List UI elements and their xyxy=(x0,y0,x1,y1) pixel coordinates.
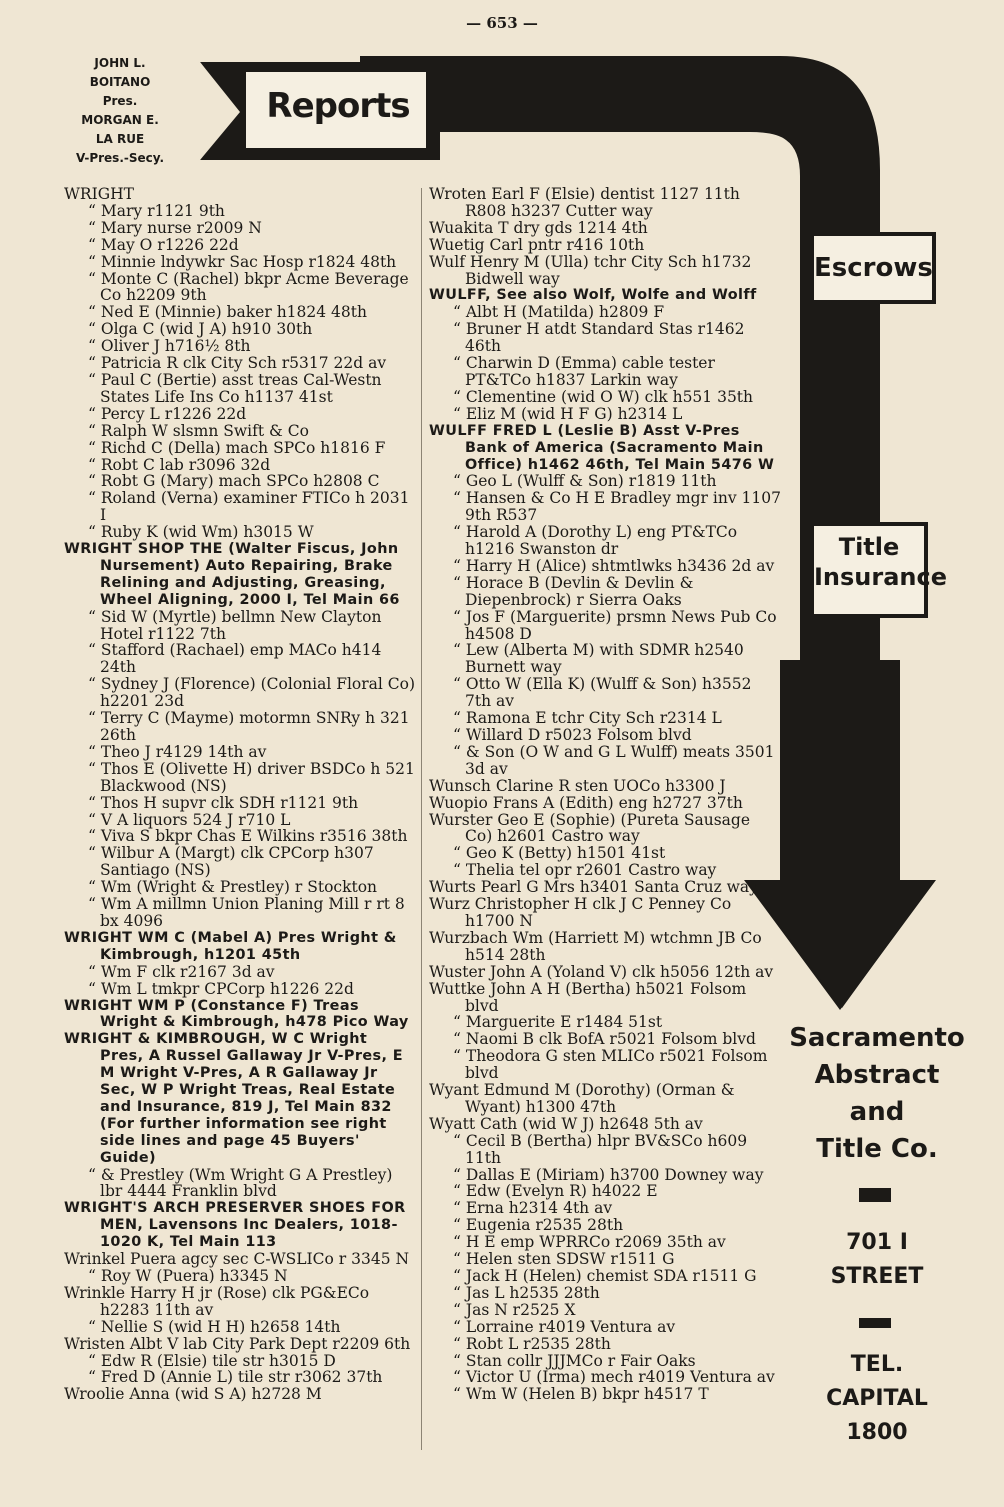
directory-entry: Wurzbach Wm (Harriett M) wtchmn JB Co h514 28th xyxy=(429,928,762,964)
directory-entry: WRIGHT & KIMBROUGH, W C Wright Pres, A Russel Gallaway Jr V-Pres, E M Wright V-Pres, A R Gallaway Jr Sec, W P Wright Treas, Real Estate and Insurance, 819 J, Tel Main 832 (For further information see right side lines and page 45 Buyers' Guide) xyxy=(64,1031,404,1166)
directory-sub-entry: “ Oliver J h716½ 8th xyxy=(64,338,416,355)
directory-sub-entry: “ Ralph W slsmn Swift & Co xyxy=(64,423,416,440)
directory-sub-entry: “ Jas L h2535 28th xyxy=(429,1285,781,1302)
directory-sub-entry: “ Sid W (Myrtle) bellmn New Clayton Hotel r1122 7th xyxy=(64,609,416,643)
directory-sub-entry: “ Monte C (Rachel) bkpr Acme Beverage Co h2209 9th xyxy=(64,271,416,305)
directory-sub-entry: “ Geo K (Betty) h1501 41st xyxy=(429,845,781,862)
directory-entry: Wroolie Anna (wid S A) h2728 M xyxy=(64,1385,322,1404)
company-name-line: Title Co. xyxy=(816,1134,938,1164)
directory-sub-entry: “ Eugenia r2535 28th xyxy=(429,1217,781,1234)
directory-entry: WRIGHT SHOP THE (Walter Fiscus, John Nursement) Auto Repairing, Brake Relining and Adjusting, Greasing, Wheel Aligning, 2000 I, Tel Main 66 xyxy=(64,541,400,608)
directory-sub-entry: “ Clementine (wid O W) clk h551 35th xyxy=(429,389,781,406)
directory-sub-entry: “ Viva S bkpr Chas E Wilkins r3516 38th xyxy=(64,828,416,845)
directory-entry: Wunsch Clarine R sten UOCo h3300 J xyxy=(429,776,726,795)
officer-title: V-Pres.-Secy. xyxy=(75,151,165,165)
directory-sub-entry: “ Wilbur A (Margt) clk CPCorp h307 Santiago (NS) xyxy=(64,845,416,879)
directory-sub-entry: “ Wm W (Helen B) bkpr h4517 T xyxy=(429,1386,781,1403)
directory-sub-entry: “ Robt C lab r3096 32d xyxy=(64,457,416,474)
directory-sub-entry: “ Charwin D (Emma) cable tester PT&TCo h1837 Larkin way xyxy=(429,355,781,389)
directory-sub-entry: “ Cecil B (Bertha) hlpr BV&SCo h609 11th xyxy=(429,1133,781,1167)
directory-sub-entry: “ Lew (Alberta M) with SDMR h2540 Burnett way xyxy=(429,642,781,676)
directory-sub-entry: “ Richd C (Della) mach SPCo h1816 F xyxy=(64,440,416,457)
directory-sub-entry: “ Horace B (Devlin & Devlin & Diepenbrock) r Sierra Oaks xyxy=(429,575,781,609)
column-divider xyxy=(421,188,422,1450)
directory-sub-entry: “ Ned E (Minnie) baker h1824 48th xyxy=(64,304,416,321)
directory-sub-entry: “ Thos H supvr clk SDH r1121 9th xyxy=(64,795,416,812)
directory-entry: Wristen Albt V lab City Park Dept r2209 6th xyxy=(64,1334,411,1353)
directory-sub-entry: “ Wm A millmn Union Planing Mill r rt 8 bx 4096 xyxy=(64,896,416,930)
directory-sub-entry: “ Harold A (Dorothy L) eng PT&TCo h1216 Swanston dr xyxy=(429,524,781,558)
directory-sub-entry: “ Victor U (Irma) mech r4019 Ventura av xyxy=(429,1369,781,1386)
company-name xyxy=(780,1020,974,1168)
directory-entry: WRIGHT WM C (Mabel A) Pres Wright & Kimbrough, h1201 45th xyxy=(64,929,397,963)
directory-entry: WRIGHT'S ARCH PRESERVER SHOES FOR MEN, Lavensons Inc Dealers, 1018-1020 K, Tel Main 113 xyxy=(64,1200,406,1251)
directory-entry: Wuakita T dry gds 1214 4th xyxy=(429,218,648,237)
directory-entry: Wurts Pearl G Mrs h3401 Santa Cruz way xyxy=(429,878,758,897)
directory-sub-entry: “ Jas N r2525 X xyxy=(429,1302,781,1319)
directory-sub-entry: “ Sydney J (Florence) (Colonial Floral Co) h2201 23d xyxy=(64,676,416,710)
directory-entry: WULFF FRED L (Leslie B) Asst V-Pres Bank of America (Sacramento Main Office) h1462 46th, Tel Main 5476 W xyxy=(429,422,775,473)
directory-sub-entry: “ Willard D r5023 Folsom blvd xyxy=(429,727,781,744)
directory-sub-entry: “ Roland (Verna) examiner FTICo h 2031 I xyxy=(64,490,416,524)
directory-column-left xyxy=(64,186,416,1403)
directory-sub-entry: “ Stafford (Rachael) emp MACo h414 24th xyxy=(64,642,416,676)
company-telephone xyxy=(780,1348,974,1450)
directory-sub-entry: “ Marguerite E r1484 51st xyxy=(429,1014,781,1031)
directory-sub-entry: “ Stan collr JJJMCo r Fair Oaks xyxy=(429,1353,781,1370)
directory-sub-entry: “ H E emp WPRRCo r2069 35th av xyxy=(429,1234,781,1251)
directory-sub-entry: “ Robt G (Mary) mach SPCo h2808 C xyxy=(64,473,416,490)
telephone-line: 1800 xyxy=(846,1420,908,1445)
directory-entry: Wuttke John A H (Bertha) h5021 Folsom blvd xyxy=(429,979,747,1015)
directory-entry: Wyatt Cath (wid W J) h2648 5th av xyxy=(429,1114,703,1133)
directory-sub-entry: “ Mary nurse r2009 N xyxy=(64,220,416,237)
directory-sub-entry: “ Wm F clk r2167 3d av xyxy=(64,964,416,981)
directory-entry: Wrinkel Puera agcy sec C-WSLICo r 3345 N xyxy=(64,1250,410,1269)
directory-entry: Wurz Christopher H clk J C Penney Co h1700 N xyxy=(429,895,732,930)
directory-sub-entry: “ Otto W (Ella K) (Wulff & Son) h3552 7th av xyxy=(429,676,781,710)
directory-sub-entry: “ Bruner H atdt Standard Stas r1462 46th xyxy=(429,321,781,355)
company-address xyxy=(780,1226,974,1294)
directory-sub-entry: “ Eliz M (wid H F G) h2314 L xyxy=(429,406,781,423)
title-insurance-line2: Insurance xyxy=(814,563,948,591)
directory-sub-entry: “ Erna h2314 4th av xyxy=(429,1200,781,1217)
divider-bar xyxy=(859,1318,891,1328)
reports-label: Reports xyxy=(266,86,410,126)
directory-sub-entry: “ May O r1226 22d xyxy=(64,237,416,254)
directory-sub-entry: “ Olga C (wid J A) h910 30th xyxy=(64,321,416,338)
address-line: 701 I xyxy=(846,1230,908,1255)
directory-sub-entry: “ & Prestley (Wm Wright G A Prestley) lbr 4444 Franklin blvd xyxy=(64,1167,416,1201)
officer-name: LA RUE xyxy=(95,132,145,146)
directory-sub-entry: “ Dallas E (Miriam) h3700 Downey way xyxy=(429,1167,781,1184)
divider-bar xyxy=(859,1188,891,1202)
directory-column-right xyxy=(429,186,781,1403)
directory-entry: Wuster John A (Yoland V) clk h5056 12th av xyxy=(429,962,774,981)
directory-sub-entry: “ & Son (O W and G L Wulff) meats 3501 3d av xyxy=(429,744,781,778)
directory-sub-entry: “ Robt L r2535 28th xyxy=(429,1336,781,1353)
directory-entry: WULFF, See also Wolf, Wolfe and Wolff xyxy=(429,287,757,304)
directory-sub-entry: “ Ramona E tchr City Sch r2314 L xyxy=(429,710,781,727)
page-number: — 653 — xyxy=(466,14,538,32)
directory-entry: WRIGHT WM P (Constance F) Treas Wright & Kimbrough, h478 Pico Way xyxy=(64,997,409,1031)
directory-sub-entry: “ Jos F (Marguerite) prsmn News Pub Co h4508 D xyxy=(429,609,781,643)
directory-entry: Wroten Earl F (Elsie) dentist 1127 11th R808 h3237 Cutter way xyxy=(429,185,740,220)
company-name-line: Sacramento xyxy=(789,1023,965,1053)
company-name-line: and xyxy=(849,1097,905,1127)
directory-sub-entry: “ Thos E (Olivette H) driver BSDCo h 521 Blackwood (NS) xyxy=(64,761,416,795)
directory-sub-entry: “ Thelia tel opr r2601 Castro way xyxy=(429,862,781,879)
directory-entry: Wuetig Carl pntr r416 10th xyxy=(429,235,645,254)
telephone-line: TEL. xyxy=(850,1352,904,1377)
directory-sub-entry: “ Jack H (Helen) chemist SDA r1511 G xyxy=(429,1268,781,1285)
directory-sub-entry: “ Wm (Wright & Prestley) r Stockton xyxy=(64,879,416,896)
directory-sub-entry: “ Theodora G sten MLICo r5021 Folsom blvd xyxy=(429,1048,781,1082)
directory-sub-entry: “ Terry C (Mayme) motormn SNRy h 321 26th xyxy=(64,710,416,744)
directory-sub-entry: “ Helen sten SDSW r1511 G xyxy=(429,1251,781,1268)
escrows-badge: Escrows xyxy=(810,232,936,304)
officer-title: Pres. xyxy=(102,94,138,108)
directory-sub-entry: “ Roy W (Puera) h3345 N xyxy=(64,1268,416,1285)
directory-sub-entry: “ Edw (Evelyn R) h4022 E xyxy=(429,1183,781,1200)
directory-sub-entry: “ V A liquors 524 J r710 L xyxy=(64,812,416,829)
directory-surname-heading: WRIGHT xyxy=(64,185,134,203)
directory-entry: Wuopio Frans A (Edith) eng h2727 37th xyxy=(429,793,743,812)
directory-sub-entry: “ Mary r1121 9th xyxy=(64,203,416,220)
directory-entry: Wrinkle Harry H jr (Rose) clk PG&ECo h2283 11th av xyxy=(64,1283,370,1319)
telephone-line: CAPITAL xyxy=(826,1386,928,1411)
officer-name: BOITANO xyxy=(89,75,151,89)
directory-sub-entry: “ Fred D (Annie L) tile str r3062 37th xyxy=(64,1369,416,1386)
title-insurance-line1: Title xyxy=(838,533,900,561)
directory-sub-entry: “ Albt H (Matilda) h2809 F xyxy=(429,304,781,321)
officer-name: JOHN L. xyxy=(94,56,146,70)
directory-sub-entry: “ Ruby K (wid Wm) h3015 W xyxy=(64,524,416,541)
directory-sub-entry: “ Paul C (Bertie) asst treas Cal-Westn States Life Ins Co h1137 41st xyxy=(64,372,416,406)
directory-sub-entry: “ Geo L (Wulff & Son) r1819 11th xyxy=(429,473,781,490)
directory-sub-entry: “ Nellie S (wid H H) h2658 14th xyxy=(64,1319,416,1336)
directory-sub-entry: “ Percy L r1226 22d xyxy=(64,406,416,423)
address-line: STREET xyxy=(830,1264,924,1289)
officer-name: MORGAN E. xyxy=(81,113,159,127)
company-name-line: Abstract xyxy=(814,1060,940,1090)
directory-sub-entry: “ Naomi B clk BofA r5021 Folsom blvd xyxy=(429,1031,781,1048)
directory-entry: Wyant Edmund M (Dorothy) (Orman & Wyant) h1300 47th xyxy=(429,1081,735,1116)
directory-sub-entry: “ Hansen & Co H E Bradley mgr inv 1107 9th R537 xyxy=(429,490,781,524)
directory-sub-entry: “ Patricia R clk City Sch r5317 22d av xyxy=(64,355,416,372)
directory-sub-entry: “ Edw R (Elsie) tile str h3015 D xyxy=(64,1353,416,1370)
directory-entry: Wurster Geo E (Sophie) (Pureta Sausage Co) h2601 Castro way xyxy=(429,810,751,846)
directory-sub-entry: “ Wm L tmkpr CPCorp h1226 22d xyxy=(64,981,416,998)
title-insurance-badge xyxy=(810,522,948,618)
directory-sub-entry: “ Harry H (Alice) shtmtlwks h3436 2d av xyxy=(429,558,781,575)
directory-sub-entry: “ Lorraine r4019 Ventura av xyxy=(429,1319,781,1336)
directory-entry: Wulf Henry M (Ulla) tchr City Sch h1732 Bidwell way xyxy=(429,252,752,288)
directory-sub-entry: “ Theo J r4129 14th av xyxy=(64,744,416,761)
directory-sub-entry: “ Minnie lndywkr Sac Hosp r1824 48th xyxy=(64,254,416,271)
